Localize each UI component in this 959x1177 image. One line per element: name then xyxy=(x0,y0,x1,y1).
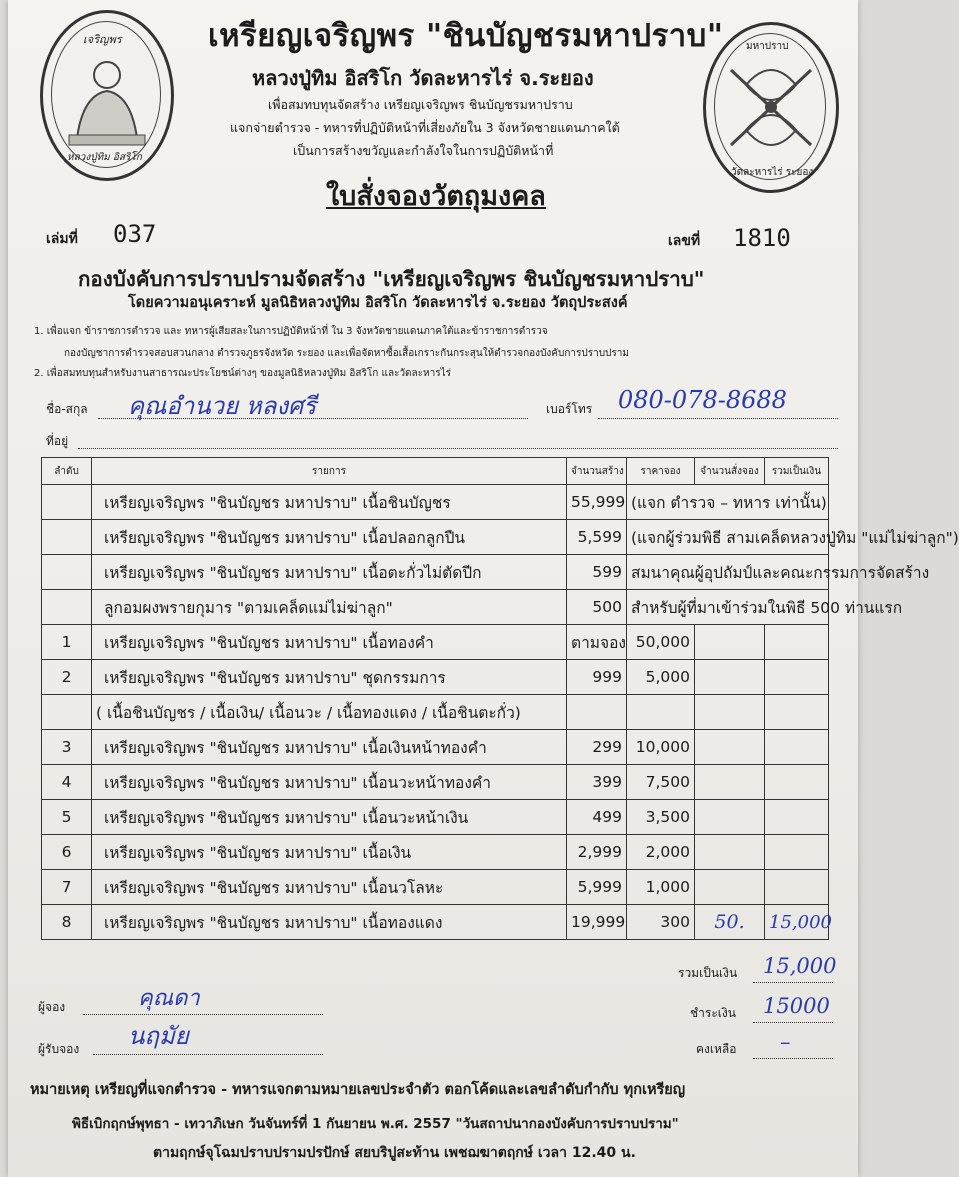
item-name: เหรียญเจริญพร "ชินบัญชร มหาปราบ" เนื้อชินบัญชร xyxy=(92,485,567,520)
purpose-1: 1. เพื่อแจก ข้าราชการตำรวจ และ ทหารผู้เสียสละในการปฏิบัติหน้าที่ ใน 3 จังหวัดชายแดนภาคใต้และข้าราชการตำรวจ xyxy=(34,326,548,337)
item-name: เหรียญเจริญพร "ชินบัญชร มหาปราบ" เนื้อนวโลหะ xyxy=(92,870,567,905)
table-row xyxy=(42,695,829,730)
total-cell[interactable] xyxy=(765,730,829,765)
name-field[interactable]: คุณอำนวย หลงศรี xyxy=(128,392,317,420)
org-title: กองบังคับการปราบปรามจัดสร้าง "เหรียญเจริญพร ชินบัญชรมหาปราบ" xyxy=(78,267,705,291)
footer-note-1: หมายเหตุ เหรียญที่แจกตำรวจ - ทหารแจกตามหมายเลขประจำตัว ตอกโค้ดและเลขลำดับกำกับ ทุกเหรียญ xyxy=(30,1082,686,1098)
order-cell[interactable] xyxy=(695,730,765,765)
left-medal-bottom-text: หลวงปู่ทิม อิสริโก xyxy=(67,152,142,163)
item-note: สำหรับผู้ที่มาเข้าร่วมในพิธี 500 ท่านแรก xyxy=(627,590,829,625)
order-cell[interactable] xyxy=(695,695,765,730)
table-row: ลูกอมผงพรายกุมาร "ตามเคล็ดแม่ไม่ฆ่าลูก" 500 สำหรับผู้ที่มาเข้าร่วมในพิธี 500 ท่านแรก xyxy=(42,590,829,625)
table-row: 5 เหรียญเจริญพร "ชินบัญชร มหาปราบ" เนื้อนวะหน้าเงิน 499 3,500 xyxy=(42,800,829,835)
header-line-3: เป็นการสร้างขวัญและกำลังใจในการปฏิบัติหน้าที่ xyxy=(293,143,554,158)
item-name: เหรียญเจริญพร "ชินบัญชร มหาปราบ" เนื้อตะกั่วไม่ตัดปีก xyxy=(92,555,567,590)
header-qty: จำนวนสร้าง xyxy=(567,458,627,485)
phone-label: เบอร์โทร xyxy=(546,402,593,416)
header-subtitle: หลวงปู่ทิม อิสริโก วัดละหารไร่ จ.ระยอง xyxy=(252,66,594,90)
order-cell[interactable] xyxy=(695,800,765,835)
header-line-2: แจกจ่ายตำรวจ - ทหารที่ปฏิบัติหน้าที่เสี่ยงภัยใน 3 จังหวัดชายแดนภาคใต้ xyxy=(230,120,620,135)
right-medal-bottom-text: วัดละหารไร่ ระยอง xyxy=(731,167,814,178)
order-cell[interactable] xyxy=(695,660,765,695)
right-medal-top-text: มหาปราบ xyxy=(746,41,789,52)
receiver-signature[interactable]: นฤมัย xyxy=(128,1022,189,1050)
left-medal-top-text: เจริญพร xyxy=(83,33,122,46)
header-line-1: เพื่อสมทบทุนจัดสร้าง เหรียญเจริญพร ชินบัญชรมหาปราบ xyxy=(268,97,573,112)
order-cell[interactable] xyxy=(695,870,765,905)
address-label: ที่อยู่ xyxy=(46,434,69,448)
table-row: 7 เหรียญเจริญพร "ชินบัญชร มหาปราบ" เนื้อนวโลหะ 5,999 1,000 xyxy=(42,870,829,905)
order-cell[interactable]: 50. xyxy=(695,905,765,940)
number-label: เลขที่ xyxy=(668,233,701,249)
table-row: เหรียญเจริญพร "ชินบัญชร มหาปราบ" เนื้อตะกั่วไม่ตัดปีก 599 สมนาคุณผู้อุปถัมป์และคณะกรรมการจัดสร้าง xyxy=(42,555,829,590)
order-form-paper xyxy=(8,0,959,1177)
item-name: เหรียญเจริญพร "ชินบัญชร มหาปราบ" เนื้อนวะหน้าเงิน xyxy=(92,800,567,835)
item-name: เหรียญเจริญพร "ชินบัญชร มหาปราบ" เนื้อทองแดง xyxy=(92,905,567,940)
footer-note-2: พิธีเบิกฤกษ์พุทธา - เทวาภิเษก วันจันทร์ที่ 1 กันยายน พ.ศ. 2557 "วันสถาปนากองบังคับการปราบปราม" xyxy=(72,1116,679,1132)
book-value: 037 xyxy=(113,220,157,248)
item-note: (แจก ตำรวจ – ทหาร เท่านั้น) xyxy=(627,485,829,520)
total-cell[interactable] xyxy=(765,695,829,730)
receiver-label: ผู้รับจอง xyxy=(38,1042,80,1056)
table-row: เหรียญเจริญพร "ชินบัญชร มหาปราบ" เนื้อชินบัญชร 55,999 (แจก ตำรวจ – ทหาร เท่านั้น) xyxy=(42,485,829,520)
phone-field[interactable]: 080-078-8688 xyxy=(618,386,787,414)
header-no: ลำดับ xyxy=(42,458,92,485)
item-name: ลูกอมผงพรายกุมาร "ตามเคล็ดแม่ไม่ฆ่าลูก" xyxy=(92,590,567,625)
table-row: 1 เหรียญเจริญพร "ชินบัญชร มหาปราบ" เนื้อทองคำ ตามจอง 50,000 xyxy=(42,625,829,660)
booker-signature[interactable]: คุณดา xyxy=(138,986,200,1011)
header-item: รายการ xyxy=(92,458,567,485)
item-name: เหรียญเจริญพร "ชินบัญชร มหาปราบ" เนื้อทองคำ xyxy=(92,625,567,660)
book-label: เล่มที่ xyxy=(46,231,78,247)
table-row: เหรียญเจริญพร "ชินบัญชร มหาปราบ" เนื้อปลอกลูกปืน 5,599 (แจกผู้ร่วมพิธี สามเคล็ดหลวงปู่ทิม "แม่ไม่ฆ่าลูก") xyxy=(42,520,829,555)
header-order: จำนวนสั่งจอง xyxy=(695,458,765,485)
total-cell[interactable]: 15,000 xyxy=(765,905,829,940)
paid-value[interactable]: 15000 xyxy=(763,994,830,1018)
header-title: เหรียญเจริญพร "ชินบัญชรมหาปราบ" xyxy=(208,18,724,54)
header-total: รวมเป็นเงิน xyxy=(765,458,829,485)
table-row: 8 เหรียญเจริญพร "ชินบัญชร มหาปราบ" เนื้อทองแดง 19,999 300 50. 15,000 xyxy=(42,905,829,940)
header-price: ราคาจอง xyxy=(627,458,695,485)
order-cell[interactable] xyxy=(695,765,765,800)
table-row: 4 เหรียญเจริญพร "ชินบัญชร มหาปราบ" เนื้อนวะหน้าทองคำ 399 7,500 xyxy=(42,765,829,800)
org-subtitle: โดยความอนุเคราะห์ มูลนิธิหลวงปู่ทิม อิสริโก วัดละหารไร่ จ.ระยอง วัตถุประสงค์ xyxy=(128,295,628,311)
footer-note-3: ตามฤกษ์จุโฉมปราบปรามปรปักษ์ สยบริปูสะท้าน เพชฌฆาตฤกษ์ เวลา 12.40 น. xyxy=(153,1145,636,1161)
table-row: 2 เหรียญเจริญพร "ชินบัญชร มหาปราบ" ชุดกรรมการ 999 5,000 xyxy=(42,660,829,695)
item-name: เหรียญเจริญพร "ชินบัญชร มหาปราบ" เนื้อปลอกลูกปืน xyxy=(92,520,567,555)
table-row: 3 เหรียญเจริญพร "ชินบัญชร มหาปราบ" เนื้อเงินหน้าทองคำ 299 10,000 xyxy=(42,730,829,765)
total-value[interactable]: 15,000 xyxy=(763,954,837,978)
number-value: 1810 xyxy=(733,224,791,252)
item-note: สมนาคุณผู้อุปถัมป์และคณะกรรมการจัดสร้าง xyxy=(627,555,829,590)
total-cell[interactable] xyxy=(765,800,829,835)
table-row: 6 เหรียญเจริญพร "ชินบัญชร มหาปราบ" เนื้อเงิน 2,999 2,000 xyxy=(42,835,829,870)
paid-label: ชำระเงิน xyxy=(690,1006,736,1020)
total-label: รวมเป็นเงิน xyxy=(678,966,738,980)
form-title: ใบสั่งจองวัตถุมงคล xyxy=(326,181,546,212)
table-header-row xyxy=(42,458,829,485)
item-note: (แจกผู้ร่วมพิธี สามเคล็ดหลวงปู่ทิม "แม่ไม่ฆ่าลูก") xyxy=(627,520,829,555)
order-cell[interactable] xyxy=(695,835,765,870)
item-name: เหรียญเจริญพร "ชินบัญชร มหาปราบ" ชุดกรรมการ xyxy=(92,660,567,695)
item-name: เหรียญเจริญพร "ชินบัญชร มหาปราบ" เนื้อนวะหน้าทองคำ xyxy=(92,765,567,800)
total-cell[interactable] xyxy=(765,765,829,800)
balance-label: คงเหลือ xyxy=(696,1042,737,1056)
order-table xyxy=(41,457,959,940)
booker-label: ผู้จอง xyxy=(38,1000,66,1014)
order-cell[interactable] xyxy=(695,625,765,660)
item-name: เหรียญเจริญพร "ชินบัญชร มหาปราบ" เนื้อเงิน xyxy=(92,835,567,870)
total-cell[interactable] xyxy=(765,625,829,660)
balance-value[interactable]: – xyxy=(780,1030,791,1054)
name-label: ชื่อ-สกุล xyxy=(46,402,88,416)
left-medal-icon xyxy=(40,10,174,181)
total-cell[interactable] xyxy=(765,660,829,695)
item-name: ( เนื้อชินบัญชร / เนื้อเงิน/ เนื้อนวะ / เนื้อทองแดง / เนื้อชินตะกั่ว) xyxy=(92,695,567,730)
item-name: เหรียญเจริญพร "ชินบัญชร มหาปราบ" เนื้อเงินหน้าทองคำ xyxy=(92,730,567,765)
total-cell[interactable] xyxy=(765,870,829,905)
purpose-2: 2. เพื่อสมทบทุนสำหรับงานสาธารณะประโยชน์ต่างๆ ของมูลนิธิหลวงปู่ทิม อิสริโก และวัดละหารไร่ xyxy=(34,368,452,379)
purpose-1-cont: กองบัญชาการตำรวจสอบสวนกลาง ตำรวจภูธรจังหวัด ระยอง และเพื่อจัดหาซื้อเสื้อเกราะกันกระสุนให้ตำรวจกองบังคับการปราบปราม xyxy=(64,348,629,359)
total-cell[interactable] xyxy=(765,835,829,870)
